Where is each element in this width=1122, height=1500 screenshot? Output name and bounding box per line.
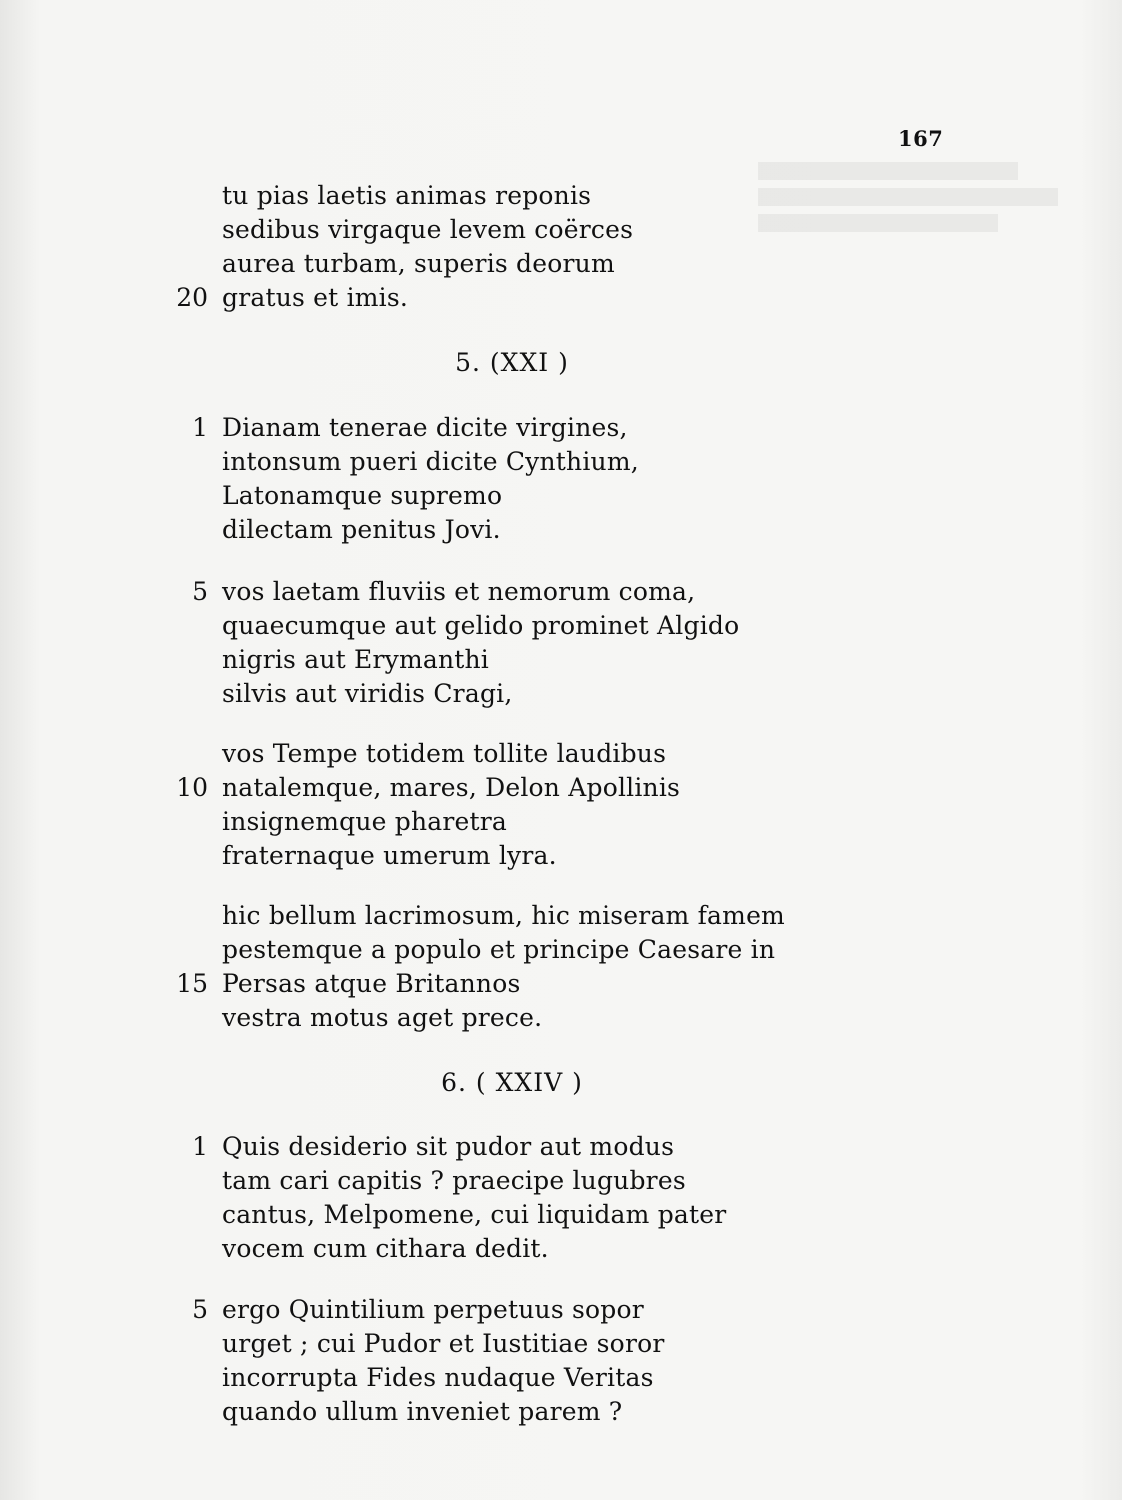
verse-line: Quis desiderio sit pudor aut modus [222,1132,675,1161]
verse-line: silvis aut viridis Cragi, [222,679,513,708]
verse-line: insignemque pharetra [222,807,508,836]
verse-line: cantus, Melpomene, cui liquidam pater [222,1200,727,1229]
verse-line: natalemque, mares, Delon Apollinis [222,773,681,802]
verse-line: intonsum pueri dicite Cynthium, [222,447,639,476]
line-number: 20 [176,283,208,312]
verse-line: incorrupta Fides nudaque Veritas [222,1363,654,1392]
verse-line: Latonamque supremo [222,481,503,510]
verse-line: Dianam tenerae dicite virgines, [222,413,628,442]
line-number: 1 [192,413,208,442]
line-number: 5 [192,1295,208,1324]
line-number: 15 [176,969,208,998]
verse-line: fraternaque umerum lyra. [222,841,557,870]
verse-line: hic bellum lacrimosum, hic miseram famem [222,901,785,930]
verse-line: vos Tempe totidem tollite laudibus [222,739,667,768]
verse-line: Persas atque Britannos [222,969,521,998]
verse-line: ergo Quintilium perpetuus sopor [222,1295,644,1324]
verse-line: sedibus virgaque levem coërces [222,215,634,244]
poem-heading: 5. (XXI ) [455,348,569,377]
line-number: 5 [192,577,208,606]
line-number: 1 [192,1132,208,1161]
line-number: 10 [176,773,208,802]
poem-heading: 6. ( XXIV ) [441,1068,583,1097]
verse-line: quando ullum inveniet parem ? [222,1397,623,1426]
verse-line: dilectam penitus Jovi. [222,515,501,544]
verse-line: vocem cum cithara dedit. [222,1234,549,1263]
verse-line: tam cari capitis ? praecipe lugubres [222,1166,686,1195]
verse-line: pestemque a populo et principe Caesare in [222,935,776,964]
verse-line: aurea turbam, superis deorum [222,249,615,278]
verse-line: vestra motus aget prece. [222,1003,543,1032]
verse-line: tu pias laetis animas reponis [222,181,592,210]
page-number: 167 [898,126,944,151]
verse-line: vos laetam fluviis et nemorum coma, [222,577,696,606]
verse-line: gratus et imis. [222,283,409,312]
verse-line: urget ; cui Pudor et Iustitiae soror [222,1329,665,1358]
verse-line: nigris aut Erymanthi [222,645,490,674]
verse-line: quaecumque aut gelido prominet Algido [222,611,740,640]
